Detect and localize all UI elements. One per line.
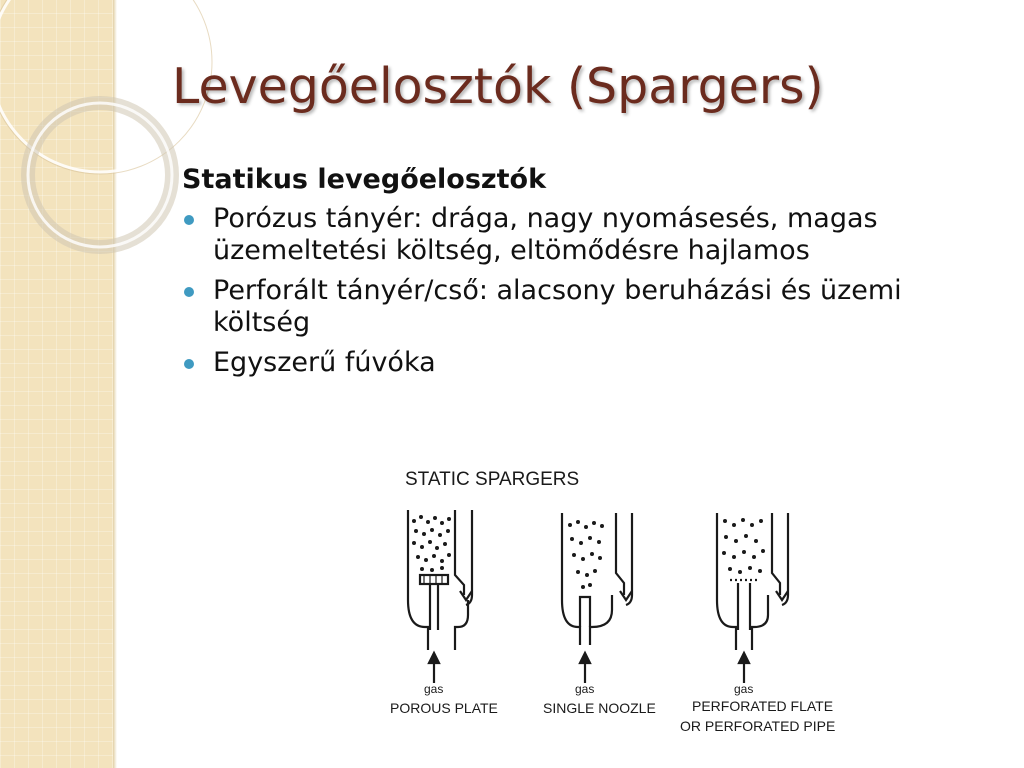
bullet-item	[182, 203, 992, 267]
section-heading: Statikus levegőelosztók	[182, 164, 547, 195]
caption-perforated-pipe: OR PERFORATED PIPE	[680, 718, 836, 734]
diagram-heading: STATIC SPARGERS	[405, 469, 580, 490]
bullet-list	[182, 203, 992, 379]
sparger-diagram	[380, 455, 850, 745]
caption-porous-plate: POROUS PLATE	[390, 700, 498, 716]
gas-label: gas	[734, 682, 754, 696]
slide-title: Levegőelosztók (Spargers)	[172, 58, 824, 115]
slide-body	[182, 164, 992, 387]
caption-single-nozzle: SINGLE NOOZLE	[543, 700, 656, 716]
bubbles-icon	[722, 518, 765, 574]
gas-label: gas	[575, 682, 595, 696]
bullet-dot-icon	[184, 215, 194, 225]
bubbles-icon	[568, 520, 604, 589]
perforated-plate-sparger	[680, 513, 835, 734]
bullet-text: Egyszerű fúvóka	[213, 347, 436, 378]
caption-perforated-plate: PERFORATED FLATE	[692, 698, 834, 714]
bullet-item	[182, 347, 992, 379]
bubbles-icon	[412, 515, 451, 572]
gas-label: gas	[424, 682, 444, 696]
single-nozzle-sparger	[543, 513, 656, 716]
bullet-dot-icon	[184, 359, 194, 369]
bullet-item	[182, 275, 992, 339]
porous-plate-sparger	[390, 510, 498, 716]
bullet-text: Porózus tányér: drága, nagy nyomásesés, magas üzemeltetési költség, eltömődésre hajlamos	[213, 203, 878, 266]
bullet-dot-icon	[184, 287, 194, 297]
bullet-text: Perforált tányér/cső: alacsony beruházási és üzemi költség	[213, 275, 902, 338]
